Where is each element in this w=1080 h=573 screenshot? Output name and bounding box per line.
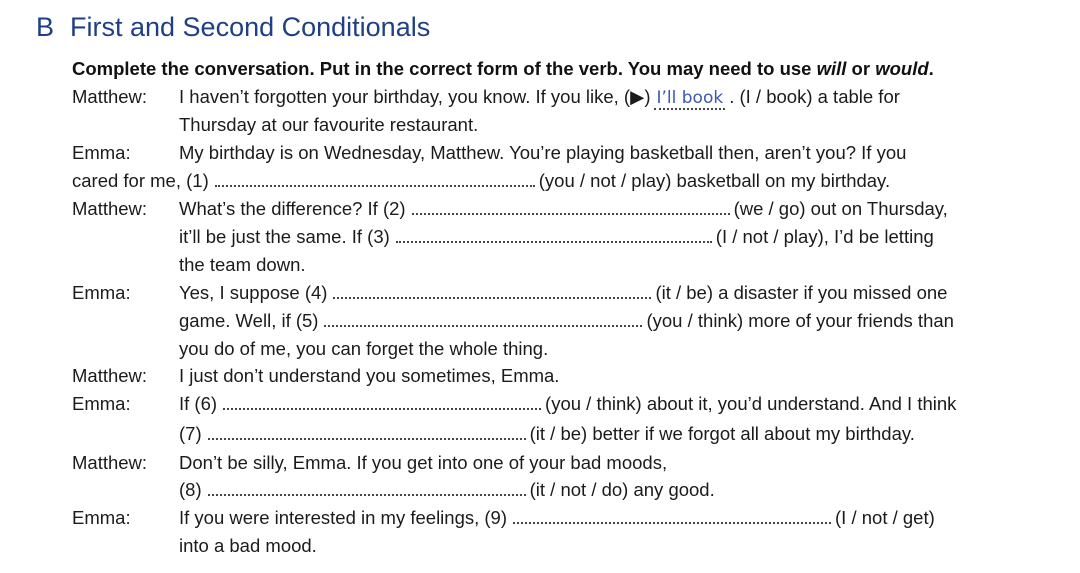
answer-blank-9[interactable] — [513, 521, 831, 524]
section-title: First and Second Conditionals — [70, 12, 431, 42]
speaker-label: Matthew: — [72, 365, 148, 386]
instruction-would: would — [875, 58, 929, 79]
dialogue-line: it’ll be just the same. If (3) (I / not / play), I’d be letting — [179, 226, 934, 247]
dialogue-line: If (6) (you / think) about it, you’d understand. And I think — [179, 393, 957, 414]
answer-blank-3[interactable] — [396, 240, 712, 243]
dialogue-line: the team down. — [179, 254, 306, 275]
instruction-will: will — [816, 58, 847, 79]
dialogue-line: (8) (it / not / do) any good. — [179, 479, 715, 500]
answer-blank-1[interactable] — [215, 184, 535, 187]
instruction-or: or — [846, 58, 876, 79]
dialogue-line: Don’t be silly, Emma. If you get into one of your bad moods, — [179, 452, 668, 473]
dialogue-line: If you were interested in my feelings, (9) (I / not / get) — [179, 507, 935, 528]
dialogue-line: into a bad mood. — [179, 535, 317, 556]
dialogue-line: I just don’t understand you sometimes, Emma. — [179, 365, 560, 386]
dialogue-line: Yes, I suppose (4) (it / be) a disaster if you missed one — [179, 282, 948, 303]
speaker-label: Emma: — [72, 507, 131, 528]
speaker-label: Emma: — [72, 282, 131, 303]
answer-blank-8[interactable] — [208, 493, 526, 496]
dialogue-line: cared for me, (1) (you / not / play) basketball on my birthday. — [72, 170, 891, 191]
dialogue-line: (7) (it / be) better if we forgot all about my birthday. — [179, 423, 915, 444]
instruction-text: Complete the conversation. Put in the correct form of the verb. You may need to use — [72, 58, 817, 79]
dialogue-line: you do of me, you can forget the whole thing. — [179, 338, 549, 359]
dialogue-line: What’s the difference? If (2) (we / go) out on Thursday, — [179, 198, 948, 219]
answer-blank-4[interactable] — [333, 296, 651, 299]
dialogue-line: Thursday at our favourite restaurant. — [179, 114, 479, 135]
answer-blank-7[interactable] — [208, 437, 526, 440]
speaker-label: Emma: — [72, 142, 131, 163]
answer-blank-5[interactable] — [324, 324, 642, 327]
dialogue-line: My birthday is on Wednesday, Matthew. You’re playing basketball then, aren’t you? If you — [179, 142, 907, 163]
dialogue-line: game. Well, if (5) (you / think) more of your friends than — [179, 310, 954, 331]
exercise-heading — [36, 12, 430, 43]
answer-blank-2[interactable] — [412, 212, 730, 215]
section-letter: B — [36, 12, 55, 42]
speaker-label: Matthew: — [72, 452, 148, 473]
speaker-label: Matthew: — [72, 198, 148, 219]
instruction — [72, 58, 934, 80]
answer-blank-6[interactable] — [223, 407, 541, 410]
speaker-label: Matthew: — [72, 86, 148, 107]
dialogue-line: I haven’t forgotten your birthday, you know. If you like, (▶) I’ll book . (I / book) a table for — [179, 86, 900, 108]
example-answer: I’ll book — [656, 88, 724, 108]
instruction-end: . — [928, 58, 934, 79]
speaker-label: Emma: — [72, 393, 131, 414]
